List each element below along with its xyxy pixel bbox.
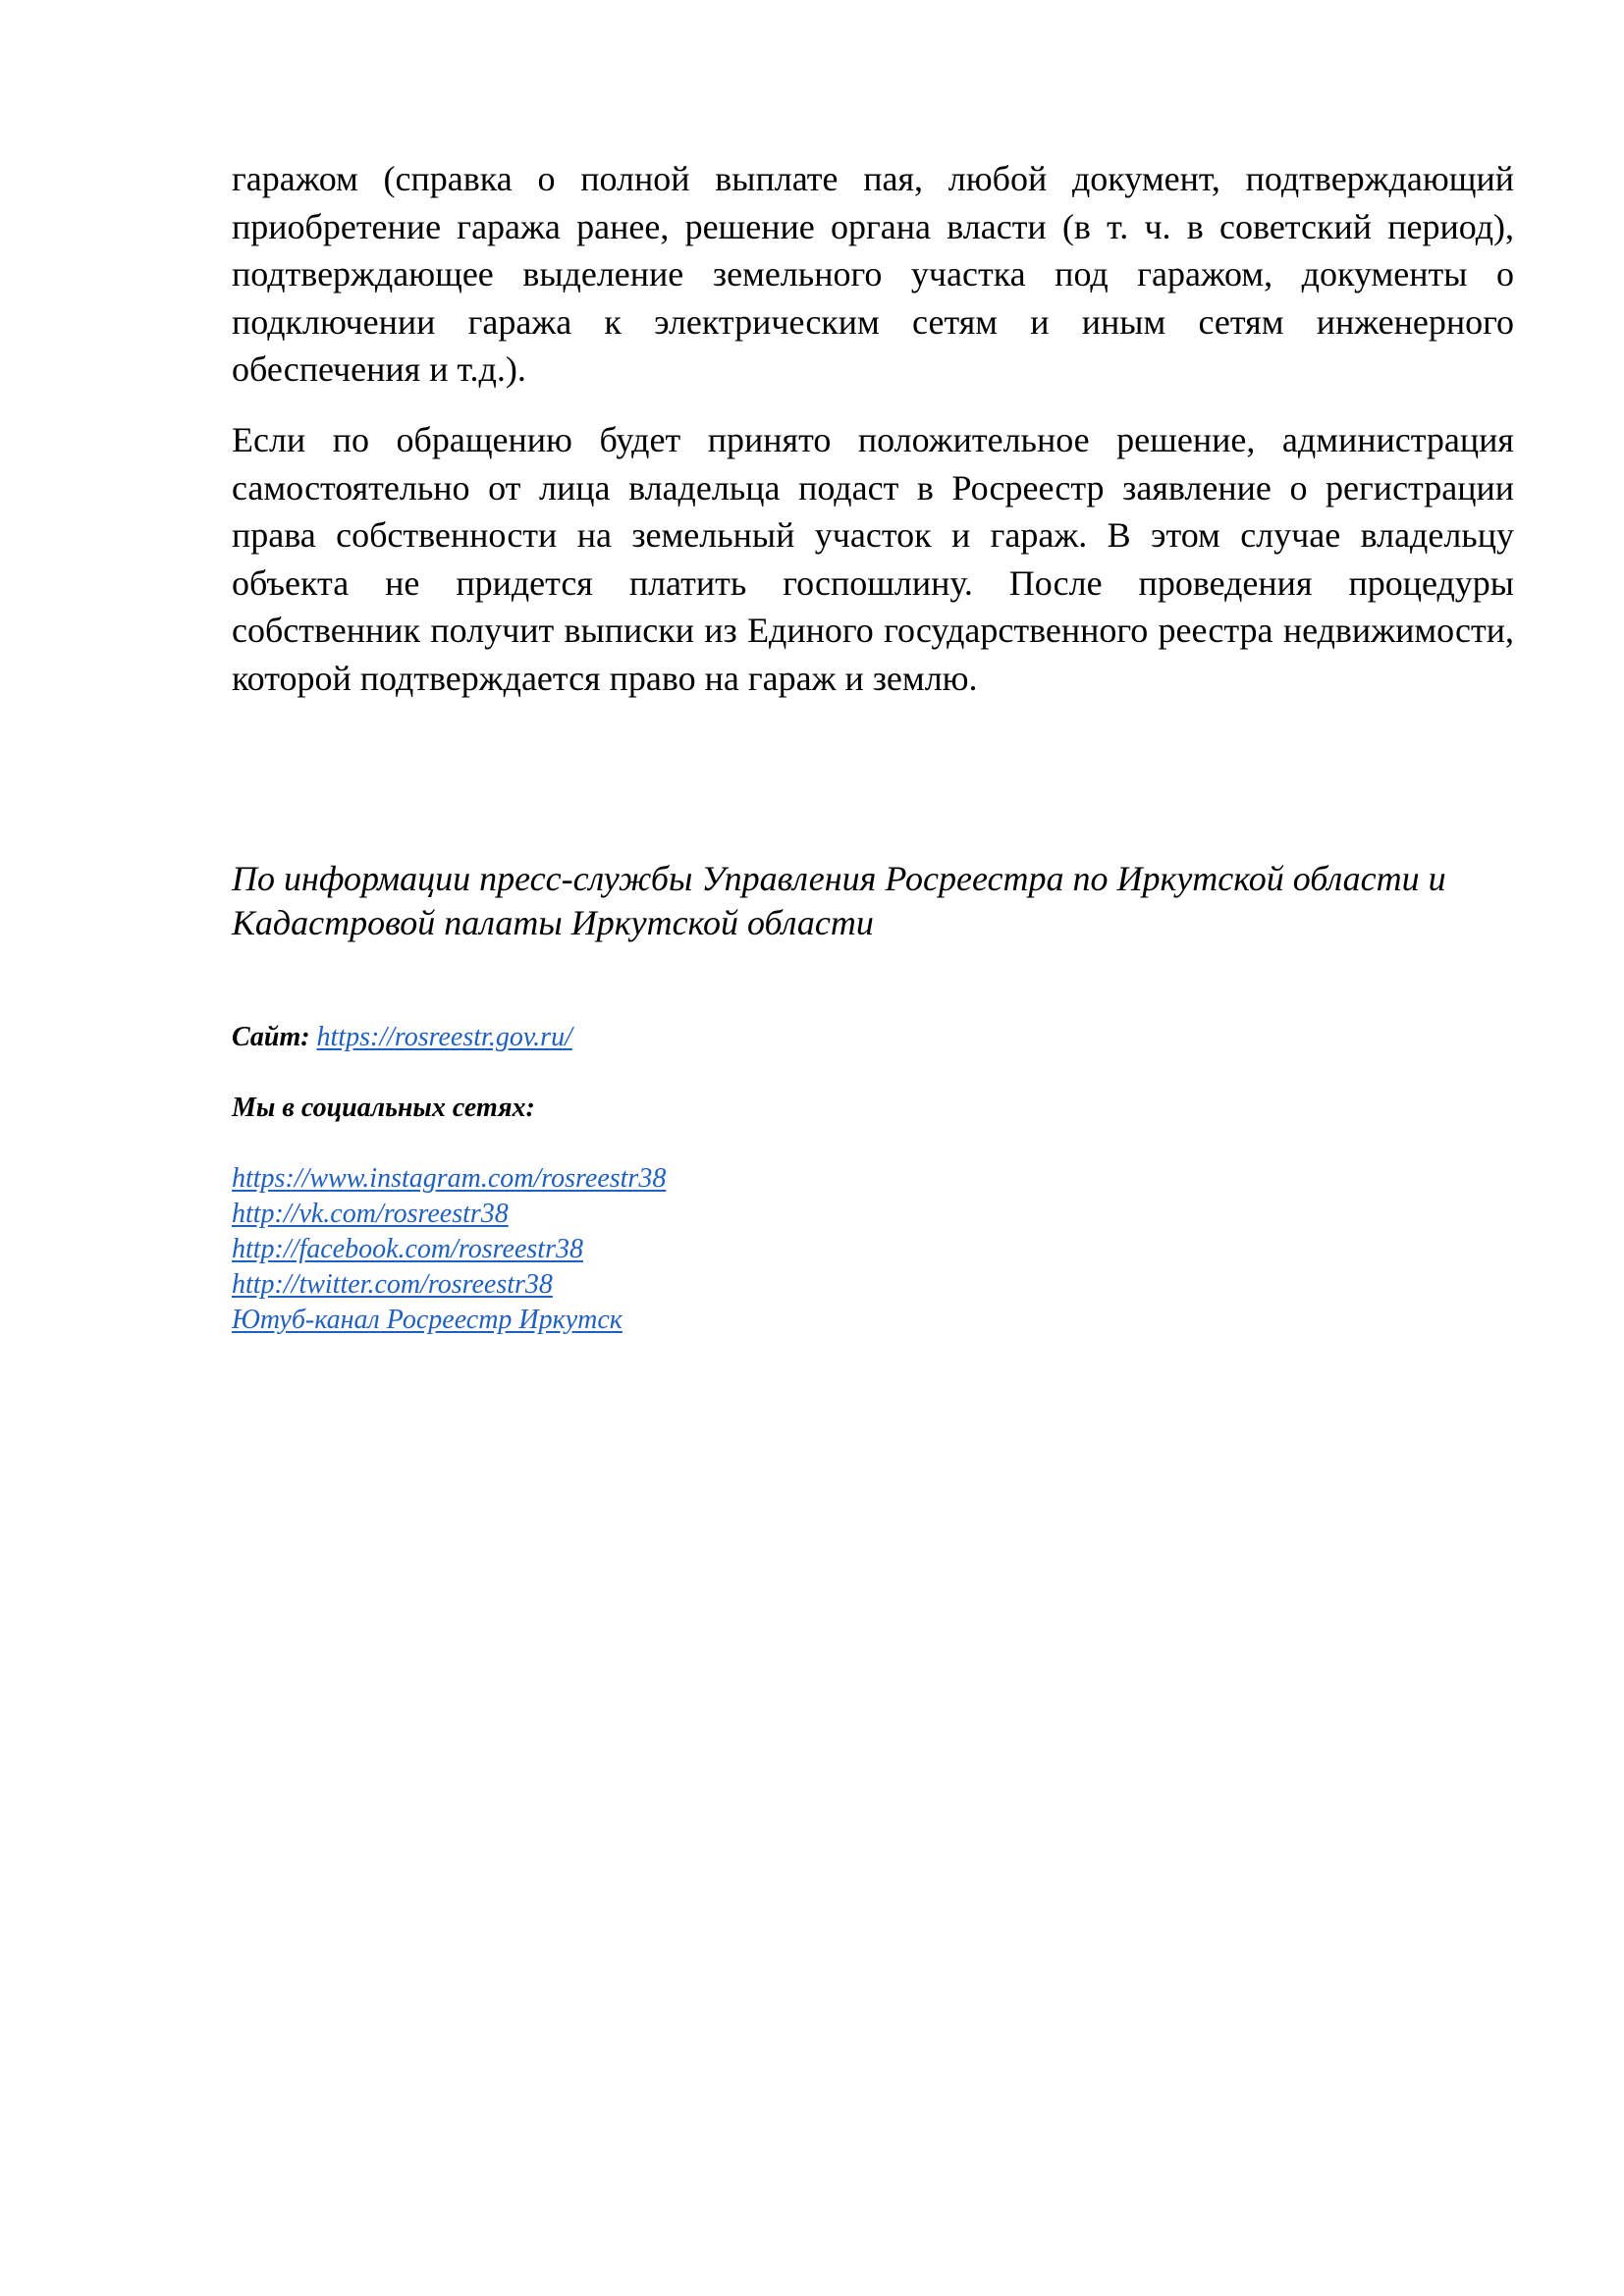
vk-link[interactable]: http://vk.com/rosreestr38 [232, 1199, 509, 1229]
list-item [232, 1303, 666, 1338]
instagram-link[interactable]: https://www.instagram.com/rosreestr38 [232, 1163, 667, 1194]
list-item [232, 1197, 666, 1232]
body-paragraph: Если по обращению будет принято положительное решение, администрация самостоятельно от лица владельца подаст в Росреестр заявление о регистрации права собственности на земельный участок и гараж. В этом случае владельцу объекта не придется платить госпошлину. После проведения процедуры собственник получит выписки из Единого государственного реестра недвижимости, которой подтверждается право на гараж и землю. [232, 420, 1514, 698]
youtube-channel-link[interactable]: Ютуб-канал Росреестр Иркутск [232, 1305, 623, 1335]
site-line [232, 1021, 572, 1054]
site-label: Сайт: [232, 1022, 310, 1052]
site-link[interactable]: https://rosreestr.gov.ru/ [316, 1022, 572, 1052]
social-links-list [232, 1161, 666, 1338]
list-item [232, 1161, 666, 1197]
facebook-link[interactable]: http://facebook.com/rosreestr38 [232, 1234, 583, 1264]
press-service-credit: По информации пресс-службы Управления Росреестра по Иркутской области и Кадастровой палаты Иркутской области [232, 859, 1446, 942]
body-paragraph: гаражом (справка о полной выплате пая, любой документ, подтверждающий приобретение гаража ранее, решение органа власти (в т. ч. в советский период), подтверждающее выделение земельного участка под гаражом, документы о подключении гаража к электрическим сетям и иным сетям инженерного обеспечения и т.д.). [232, 159, 1514, 389]
list-item [232, 1267, 666, 1303]
twitter-link[interactable]: http://twitter.com/rosreestr38 [232, 1269, 553, 1300]
list-item [232, 1232, 666, 1267]
social-heading: Мы в социальных сетях: [232, 1093, 535, 1123]
